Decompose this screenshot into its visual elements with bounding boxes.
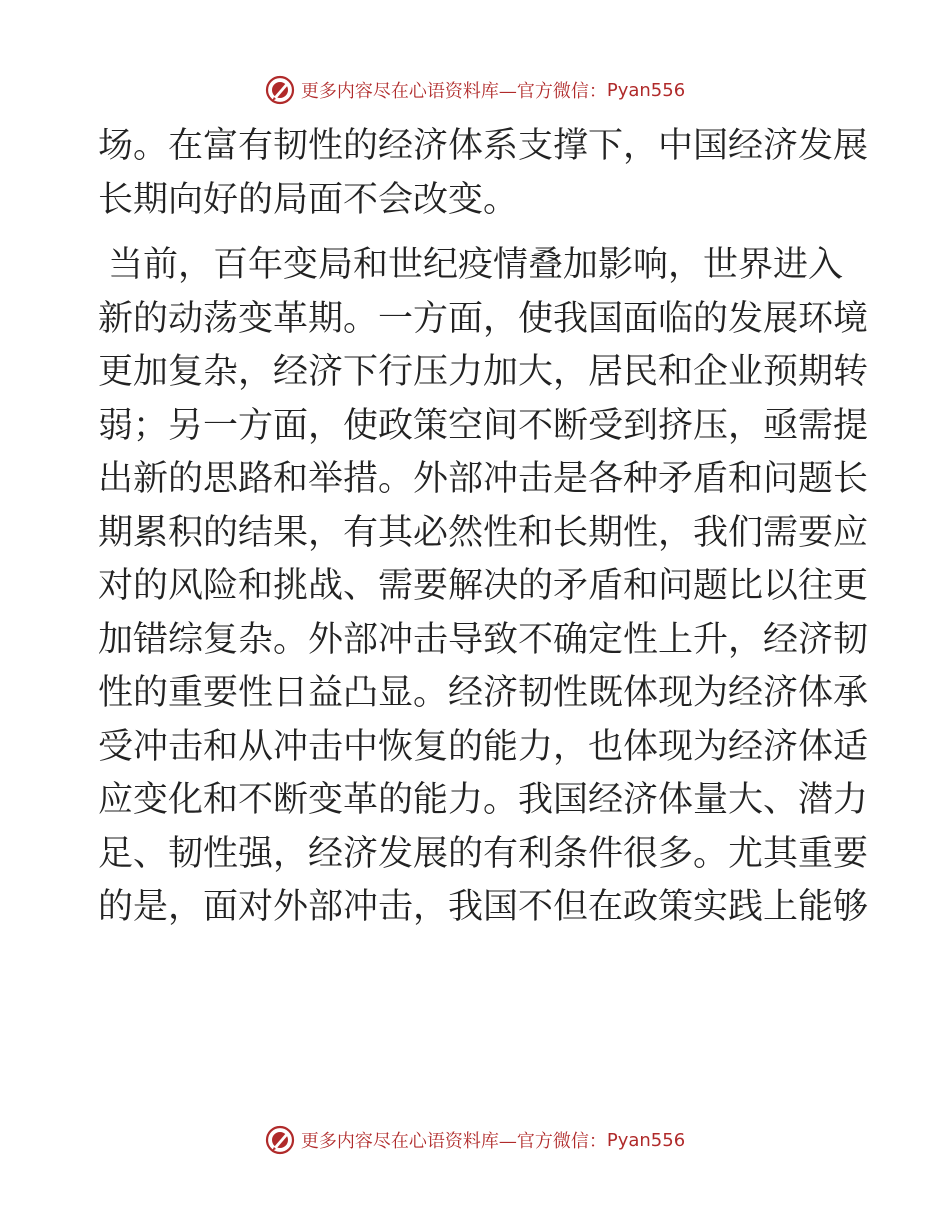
text-line: 当前，百年变局和世纪疫情叠加影响，世界进入	[108, 245, 844, 285]
text-line: 对的风险和挑战、需要解决的矛盾和问题比以往更	[98, 566, 869, 606]
paragraph-2	[98, 239, 869, 935]
paragraph-1	[98, 120, 869, 227]
text-line: 应变化和不断变革的能力。我国经济体量大、潜力	[98, 780, 869, 820]
text-line: 场。在富有韧性的经济体系支撑下，中国经济发展	[98, 126, 869, 166]
text-line: 弱；另一方面，使政策空间不断受到挤压，亟需提	[98, 405, 869, 446]
header-wechat-account: Pyan556	[606, 79, 686, 101]
text-line: 更加复杂，经济下行压力加大，居民和企业预期转	[98, 352, 869, 392]
document-body	[98, 120, 869, 935]
text-line: 的是，面对外部冲击，我国不但在政策实践上能够	[98, 887, 869, 927]
footer-banner	[0, 1120, 950, 1160]
ink-pen-logo-icon	[265, 75, 295, 105]
text-line: 受冲击和从冲击中恢复的能力，也体现为经济体适	[98, 726, 869, 767]
header-banner-text: 更多内容尽在心语资料库—官方微信：	[300, 81, 607, 102]
text-line: 长期向好的局面不会改变。	[98, 179, 519, 220]
ink-pen-logo-icon	[265, 1125, 295, 1155]
text-line: 性的重要性日益凸显。经济韧性既体现为经济体承	[98, 673, 869, 713]
text-line: 出新的思路和举措。外部冲击是各种矛盾和问题长	[98, 459, 869, 499]
text-line: 期累积的结果，有其必然性和长期性，我们需要应	[98, 512, 869, 553]
header-banner	[0, 70, 950, 110]
footer-wechat-account: Pyan556	[606, 1129, 686, 1151]
text-line: 加错综复杂。外部冲击导致不确定性上升，经济韧	[98, 619, 869, 660]
footer-banner-text: 更多内容尽在心语资料库—官方微信：	[300, 1131, 607, 1152]
text-line: 新的动荡变革期。一方面，使我国面临的发展环境	[98, 298, 869, 339]
text-line: 足、韧性强，经济发展的有利条件很多。尤其重要	[98, 833, 869, 874]
